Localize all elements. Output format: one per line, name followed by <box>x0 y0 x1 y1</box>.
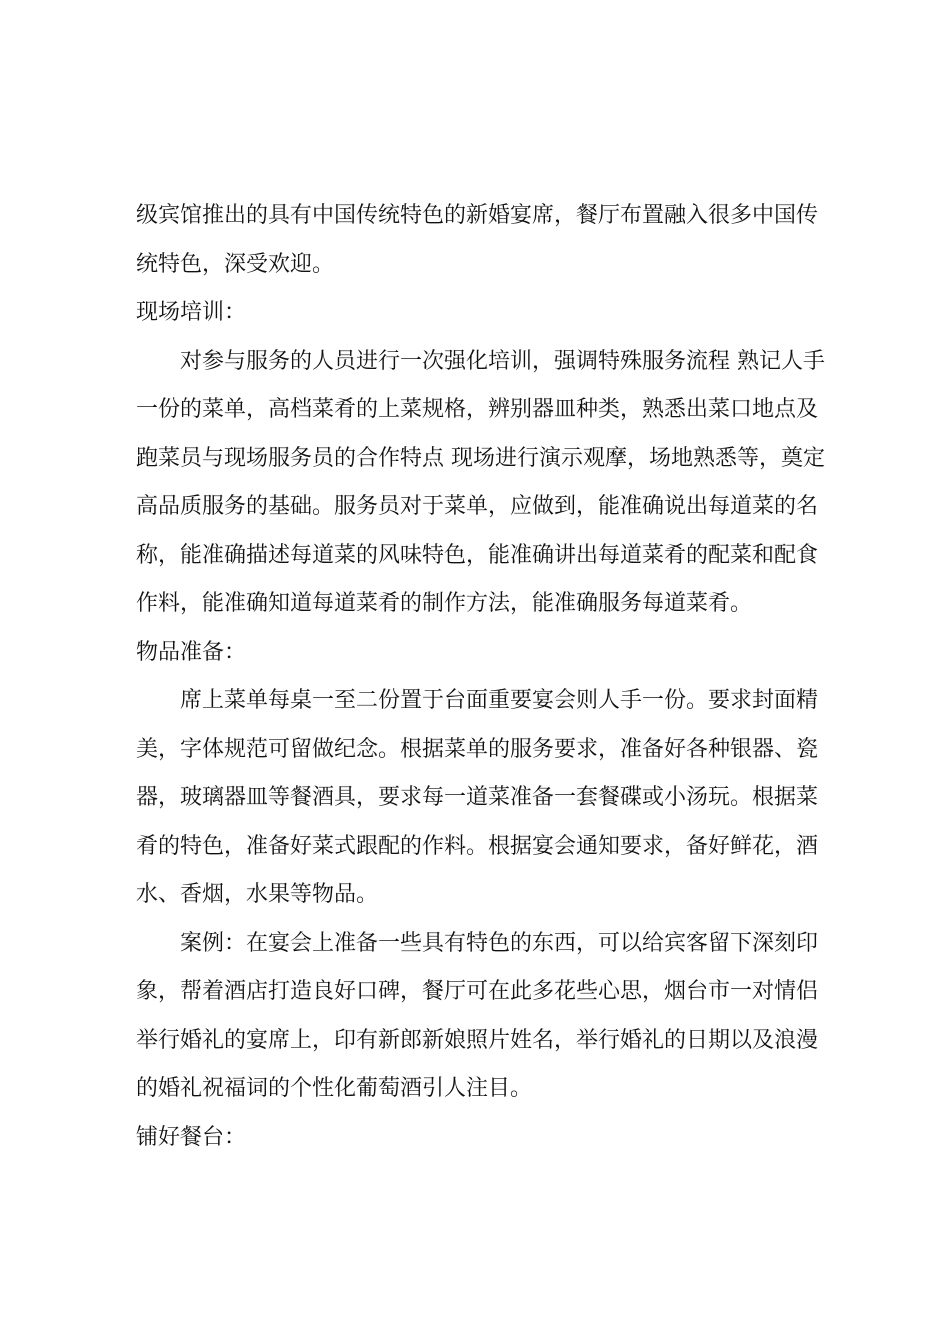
text-line: 的婚礼祝福词的个性化葡萄酒引人注目。 <box>136 1076 533 1101</box>
text-line: 席上菜单每桌一至二份置于台面重要宴会则人手一份。要求封面精 <box>180 688 819 713</box>
text-line: 级宾馆推出的具有中国传统特色的新婚宴席，餐厅布置融入很多中国传 <box>136 203 819 228</box>
text-line: 案例：在宴会上准备一些具有特色的东西，可以给宾客留下深刻印 <box>180 930 819 956</box>
text-line: 水、香烟，水果等物品。 <box>136 882 379 907</box>
section-heading-supplies: 物品准备： <box>136 639 247 665</box>
text-line: 举行婚礼的宴席上，印有新郎新娘照片姓名，举行婚礼的日期以及浪漫 <box>136 1027 819 1053</box>
text-line: 美，字体规范可留做纪念。根据菜单的服务要求，准备好各种银器、瓷 <box>136 736 819 762</box>
text-line: 器，玻璃器皿等餐酒具，要求每一道菜准备一套餐碟或小汤玩。根据菜 <box>136 785 819 810</box>
text-line: 称，能准确描述每道菜的风味特色，能准确讲出每道菜肴的配菜和配食 <box>136 542 819 568</box>
text-line: 对参与服务的人员进行一次强化培训，强调特殊服务流程 熟记人手 <box>180 348 825 374</box>
text-line: 作料，能准确知道每道菜肴的制作方法，能准确服务每道菜肴。 <box>136 591 753 616</box>
text-line: 统特色，深受欢迎。 <box>136 251 335 277</box>
document-body <box>136 192 826 1162</box>
section-heading-table-setup: 铺好餐台： <box>136 1124 247 1150</box>
section-heading-training: 现场培训： <box>136 300 247 325</box>
text-line: 一份的菜单，高档菜肴的上菜规格，辨别器皿种类，熟悉出菜口地点及 <box>136 397 819 422</box>
text-line: 跑菜员与现场服务员的合作特点 现场进行演示观摩，场地熟悉等，奠定 <box>136 445 825 471</box>
text-line: 肴的特色，准备好菜式跟配的作料。根据宴会通知要求，备好鲜花，酒 <box>136 833 819 859</box>
text-line: 象，帮着酒店打造良好口碑，餐厅可在此多花些心思，烟台市一对情侣 <box>136 979 819 1004</box>
text-line: 高品质服务的基础。服务员对于菜单，应做到，能准确说出每道菜的名 <box>136 494 819 519</box>
